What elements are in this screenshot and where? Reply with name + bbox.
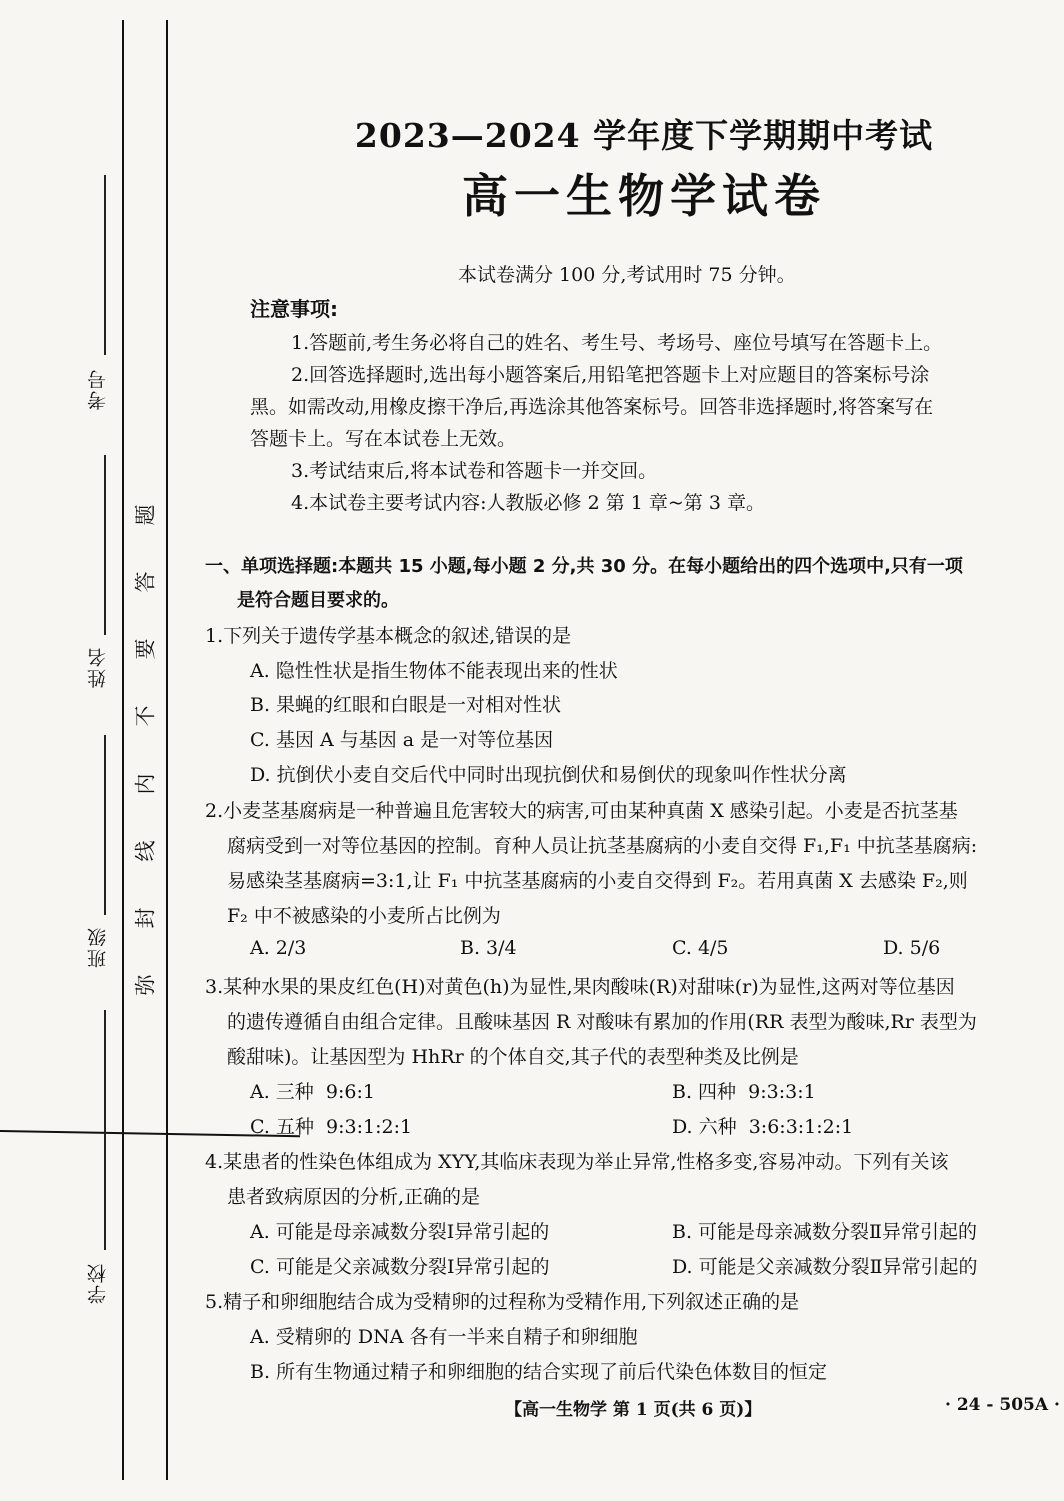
note-line: 3.考试结束后,将本试卷和答题卡一并交回。 [291, 460, 658, 482]
question-stem: 2.小麦茎基腐病是一种普遍且危害较大的病害,可由某种真菌 X 感染引起。小麦是否抗茎基 [205, 800, 958, 822]
student-id-underline[interactable] [104, 175, 106, 355]
exam-subtitle: 高一生物学试卷 [462, 169, 826, 223]
seal-char: 题 [133, 504, 158, 526]
seal-char: 内 [133, 773, 158, 795]
question-stem: 腐病受到一对等位基因的控制。育种人员让抗茎基腐病的小麦自交得 F₁,F₁ 中抗茎基腐病: [227, 835, 978, 857]
note-line: 黑。如需改动,用橡皮擦干净后,再选涂其他答案标号。回答非选择题时,将答案写在 [250, 396, 934, 418]
question-stem: 患者致病原因的分析,正确的是 [227, 1186, 481, 1208]
class-label: 班级 [87, 926, 109, 968]
option: A. 三种 9:6:1 [250, 1081, 375, 1103]
question-stem: 1.下列关于遗传学基本概念的叙述,错误的是 [205, 625, 572, 647]
page-code: · 24 - 505A · [945, 1395, 1060, 1415]
option: A. 受精卵的 DNA 各有一半来自精子和卵细胞 [250, 1326, 638, 1348]
section-heading-cont: 是符合题目要求的。 [237, 590, 399, 611]
question-stem: 4.某患者的性染色体组成为 XYY,其临床表现为举止异常,性格多变,容易冲动。下列有关该 [205, 1151, 949, 1173]
name-label: 姓名 [87, 646, 109, 688]
section-heading: 一、单项选择题:本题共 15 小题,每小题 2 分,共 30 分。在每小题给出的四个选项中,只有一项 [205, 556, 963, 577]
option: D. 六种 3:6:3:1:2:1 [672, 1116, 854, 1138]
question-stem: 酸甜味)。让基因型为 HhRr 的个体自交,其子代的表型种类及比例是 [227, 1046, 799, 1068]
seal-warning [133, 500, 158, 1000]
seal-char: 弥 [133, 974, 158, 996]
question-stem: 5.精子和卵细胞结合成为受精卵的过程称为受精作用,下列叙述正确的是 [205, 1291, 800, 1313]
question-stem: F₂ 中不被感染的小麦所占比例为 [227, 905, 501, 927]
option: A. 2/3 [250, 937, 307, 959]
exam-title: 2023—2024 学年度下学期期中考试 [354, 116, 934, 155]
school-label: 学校 [87, 1262, 109, 1304]
school-underline[interactable] [104, 1010, 106, 1250]
binding-line-right [166, 20, 168, 1480]
option: B. 可能是母亲减数分裂Ⅱ异常引起的 [672, 1221, 977, 1243]
note-line: 1.答题前,考生务必将自己的姓名、考生号、考场号、座位号填写在答题卡上。 [291, 332, 943, 354]
class-underline[interactable] [104, 735, 106, 915]
option: B. 所有生物通过精子和卵细胞的结合实现了前后代染色体数目的恒定 [250, 1361, 828, 1383]
student-id-label: 考号 [87, 368, 109, 410]
option: D. 可能是父亲减数分裂Ⅱ异常引起的 [672, 1256, 978, 1278]
note-line: 答题卡上。写在本试卷上无效。 [250, 428, 517, 450]
question-stem: 3.某种水果的果皮红色(H)对黄色(h)为显性,果肉酸味(R)对甜味(r)为显性,这两对等位基因 [205, 976, 955, 998]
exam-info: 本试卷满分 100 分,考试用时 75 分钟。 [458, 264, 796, 286]
option: C. 4/5 [672, 937, 729, 959]
seal-char: 封 [133, 907, 158, 929]
page-footer: 【高一生物学 第 1 页(共 6 页)】 [505, 1400, 762, 1420]
notes-heading: 注意事项: [250, 297, 338, 321]
note-line: 2.回答选择题时,选出每小题答案后,用铅笔把答题卡上对应题目的答案标号涂 [291, 364, 930, 386]
option: A. 可能是母亲减数分裂Ⅰ异常引起的 [250, 1221, 550, 1243]
option: C. 基因 A 与基因 a 是一对等位基因 [250, 729, 554, 751]
option: C. 五种 9:3:1:2:1 [250, 1116, 413, 1138]
option: D. 5/6 [883, 937, 941, 959]
note-line: 4.本试卷主要考试内容:人教版必修 2 第 1 章~第 3 章。 [291, 492, 765, 514]
question-stem: 易感染茎基腐病=3:1,让 F₁ 中抗茎基腐病的小麦自交得到 F₂。若用真菌 X 去感染 F₂,则 [227, 870, 968, 892]
option: B. 四种 9:3:3:1 [672, 1081, 816, 1103]
option: B. 果蝇的红眼和白眼是一对相对性状 [250, 694, 562, 716]
option: A. 隐性性状是指生物体不能表现出来的性状 [250, 660, 618, 682]
option: D. 抗倒伏小麦自交后代中同时出现抗倒伏和易倒伏的现象叫作性状分离 [250, 764, 847, 786]
seal-char: 要 [133, 638, 158, 660]
name-underline[interactable] [104, 455, 106, 635]
question-stem: 的遗传遵循自由组合定律。且酸味基因 R 对酸味有累加的作用(RR 表型为酸味,Rr 表型为 [227, 1011, 977, 1033]
option: B. 3/4 [460, 937, 517, 959]
seal-char: 答 [133, 571, 158, 593]
seal-char: 不 [133, 705, 158, 727]
seal-char: 线 [133, 840, 158, 862]
binding-line-left [122, 20, 124, 1480]
option: C. 可能是父亲减数分裂Ⅰ异常引起的 [250, 1256, 550, 1278]
